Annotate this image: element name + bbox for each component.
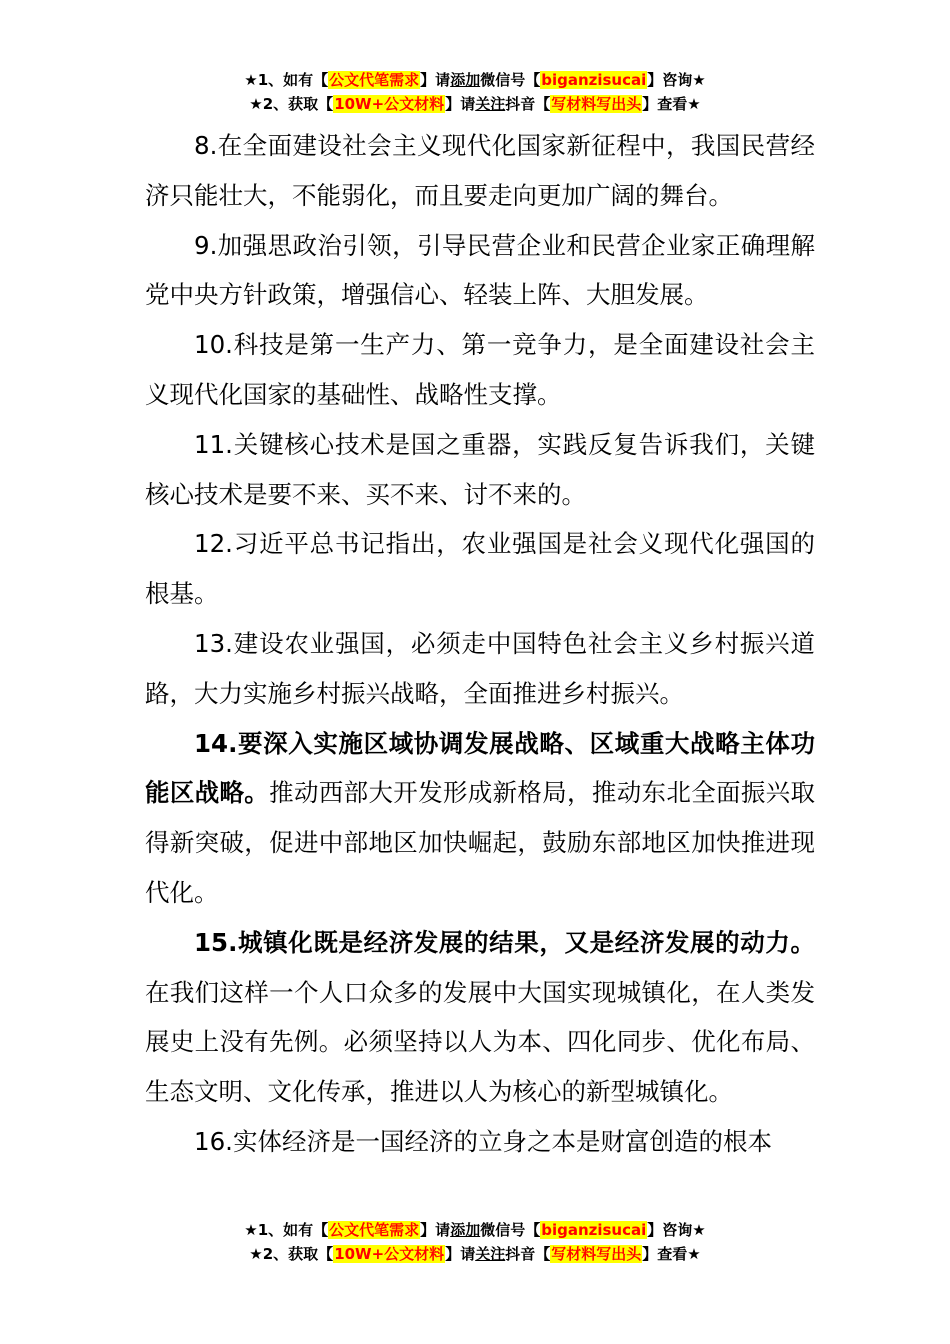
paragraph-9	[145, 221, 815, 321]
promo-line-2	[0, 92, 950, 116]
promo-text: 微信号【	[480, 71, 541, 89]
promo-highlight-wechat-id: biganzisucai	[541, 1221, 647, 1239]
promo-highlight-douyin-account: 写材料写出头	[551, 1245, 642, 1263]
promo-highlight-materials: 10W+公文材料	[334, 95, 445, 113]
promo-line-1	[0, 1218, 950, 1242]
promo-text: 】咨询★	[647, 71, 706, 89]
promo-text: 】查看★	[642, 95, 701, 113]
paragraph-bold-lead: 14.要深入实施区域协调发展战略、区域重大战略主体功能区战略。	[145, 728, 815, 808]
promo-text: ★2、获取【	[249, 95, 334, 113]
paragraph-16	[145, 1117, 815, 1167]
paragraph-14	[145, 719, 815, 918]
paragraph-text: 16.实体经济是一国经济的立身之本是财富创造的根本	[194, 1126, 772, 1156]
promo-text: 抖音【	[505, 95, 551, 113]
paragraph-text: 13.建设农业强国，必须走中国特色社会主义乡村振兴道路，大力实施乡村振兴战略，全面推进乡村振兴。	[145, 628, 815, 708]
paragraph-8	[145, 121, 815, 221]
promo-underlined-text: 添加	[450, 1221, 481, 1239]
paragraph-12	[145, 519, 815, 619]
promo-underlined-text: 添加	[450, 71, 481, 89]
promo-text: 】查看★	[642, 1245, 701, 1263]
paragraph-bold-lead: 15.城镇化既是经济发展的结果，又是经济发展的动力。	[194, 927, 815, 957]
promo-line-1	[0, 68, 950, 92]
promo-highlight-douyin-account: 写材料写出头	[551, 95, 642, 113]
paragraph-text: 10.科技是第一生产力、第一竞争力，是全面建设社会主义现代化国家的基础性、战略性支撑。	[145, 330, 815, 409]
paragraph-text: 推动西部大开发形成新格局，推动东北全面振兴取得新突破，促进中部地区加快崛起，鼓励东部地区加快推进现代化。	[145, 778, 816, 907]
promo-text: ★2、获取【	[249, 1245, 334, 1263]
promo-line-2	[0, 1242, 950, 1266]
promo-text: 】咨询★	[647, 1221, 706, 1239]
promo-text: 】请	[445, 1245, 476, 1263]
promo-highlight-materials: 10W+公文材料	[334, 1245, 445, 1263]
paragraph-text: 8.在全面建设社会主义现代化国家新征程中，我国民营经济只能壮大，不能弱化，而且要走向更加广阔的舞台。	[145, 131, 815, 210]
document-body	[145, 121, 815, 1167]
footer-promo-banner	[0, 1218, 950, 1266]
promo-text: 微信号【	[480, 1221, 541, 1239]
promo-underlined-text: 关注	[475, 95, 506, 113]
paragraph-text: 在我们这样一个人口众多的发展中大国实现城镇化，在人类发展史上没有先例。必须坚持以人为本、四化同步、优化布局、生态文明、文化传承，推进以人为核心的新型城镇化。	[145, 977, 815, 1107]
promo-text: ★1、如有【	[244, 71, 329, 89]
promo-text: ★1、如有【	[244, 1221, 329, 1239]
paragraph-13	[145, 619, 815, 719]
promo-text: 】请	[420, 71, 451, 89]
promo-underlined-text: 关注	[475, 1245, 506, 1263]
paragraph-text: 11.关键核心技术是国之重器，实践反复告诉我们，关键核心技术是要不来、买不来、讨不来的。	[145, 429, 815, 509]
paragraph-15	[145, 918, 815, 1117]
header-promo-banner	[0, 68, 950, 116]
promo-text: 】请	[420, 1221, 451, 1239]
paragraph-10	[145, 320, 815, 420]
promo-highlight-service: 公文代笔需求	[329, 71, 420, 89]
paragraph-11	[145, 420, 815, 520]
promo-text: 抖音【	[505, 1245, 551, 1263]
paragraph-text: 12.习近平总书记指出，农业强国是社会义现代化强国的根基。	[145, 529, 815, 609]
promo-highlight-service: 公文代笔需求	[329, 1221, 420, 1239]
promo-text: 】请	[445, 95, 476, 113]
paragraph-text: 9.加强思政治引领，引导民营企业和民营企业家正确理解党中央方针政策，增强信心、轻装上阵、大胆发展。	[145, 230, 815, 310]
promo-highlight-wechat-id: biganzisucai	[541, 71, 647, 89]
